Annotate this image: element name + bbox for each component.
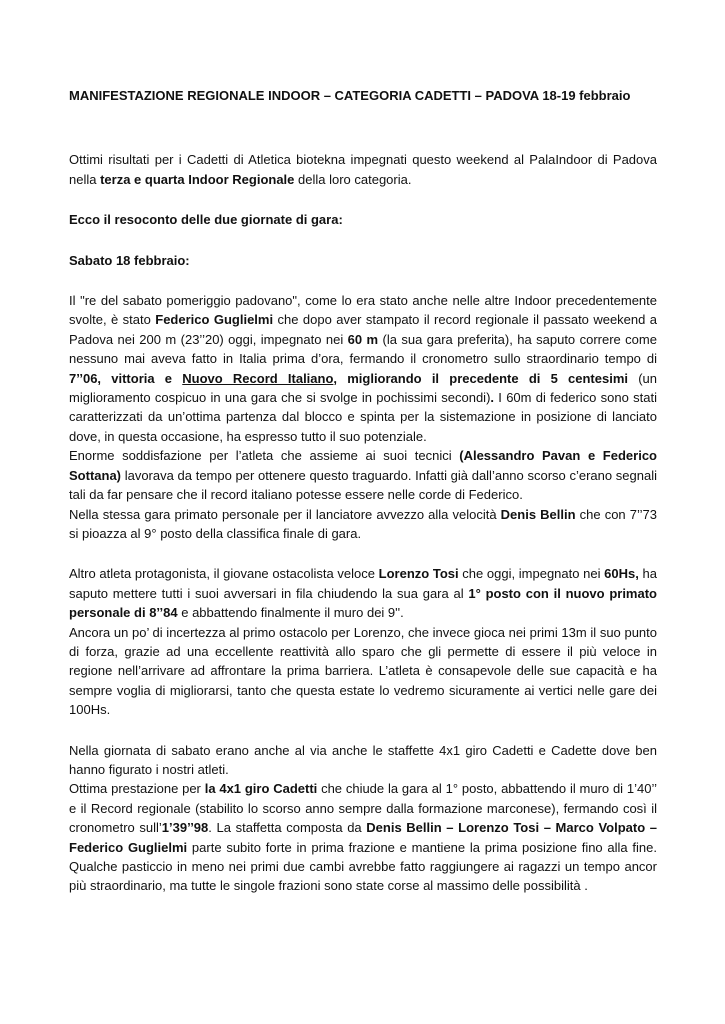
p4-text-3: ha saputo mettere tutti i suoi avversari in fila chiudendo la sua gara al	[69, 566, 657, 601]
p1-athlete-name: Federico Guglielmi	[155, 312, 274, 328]
p1-improvement: , migliorando il precedente di 5 centesimi	[333, 370, 628, 386]
p1-record: Nuovo Record Italiano	[182, 370, 334, 386]
intro-text: Ottimi risultati per i Cadetti di Atletica biotekna impegnati questo weekend al PalaIndoor di Padova nella	[69, 152, 657, 187]
p7-text-1: Ottima prestazione per	[69, 781, 205, 797]
day-heading-text: Sabato 18 febbraio:	[69, 252, 190, 268]
day-heading	[69, 251, 657, 270]
p4-text-4: e abbattendo finalmente il muro dei 9''.	[177, 605, 404, 621]
p1-text-3: (la sua gara preferita), ha saputo correre come nessuno mai aveva fatto in Italia prima d’ora, fermando il cronometro sullo straordinario tempo di	[69, 331, 657, 367]
document-title: MANIFESTAZIONE REGIONALE INDOOR – CATEGORIA CADETTI – PADOVA 18-19 febbraio	[69, 88, 631, 103]
paragraph-guglielmi	[69, 291, 657, 446]
paragraph-bellin	[69, 505, 657, 544]
p2-text-2: lavorava da tempo per ottenere questo traguardo. Infatti già dall’anno scorso c’erano segnali tali da far pensare che il record italiano potesse essere nelle corde di Federico.	[69, 467, 657, 503]
p7-team: Denis Bellin – Lorenzo Tosi – Marco Volpato – Federico Guglielmi	[69, 820, 657, 855]
p4-athlete-name: Lorenzo Tosi	[378, 566, 459, 582]
intro-bold: terza e quarta Indoor Regionale	[100, 171, 295, 187]
p4-text-2: che oggi, impegnato nei	[458, 566, 605, 582]
subheading-text: Ecco il resoconto delle due giornate di gara:	[69, 212, 343, 228]
p4-result: 1° posto con il nuovo primato personale di 8’’84	[69, 585, 657, 621]
p1-text-1: Il "re del sabato pomeriggio padovano", come lo era stato anche nelle altre Indoor precedentemente svolte, è stato	[69, 293, 657, 328]
paragraph-relay	[69, 779, 657, 895]
article-body	[69, 86, 657, 896]
subheading	[69, 210, 657, 229]
p4-event: 60Hs,	[604, 566, 639, 582]
p3-athlete-name: Denis Bellin	[500, 506, 576, 522]
p2-text-1: Enorme soddisfazione per l’atleta che assieme ai suoi tecnici	[69, 448, 460, 464]
paragraph-relays-intro: Nella giornata di sabato erano anche al via anche le staffette 4x1 giro Cadetti e Cadette dove ben hanno figurato i nostri atleti.	[69, 742, 657, 777]
p7-text-3: . La staffetta composta da	[208, 820, 367, 836]
p4-text-1: Altro atleta protagonista, il giovane ostacolista veloce	[69, 566, 379, 582]
paragraph-tosi-details: Ancora un po’ di incertezza al primo ostacolo per Lorenzo, che invece gioca nei primi 13m il suo punto di forza, grazie ad una eccellente reattività allo sparo che gli permette di essere il più veloce in regione nell’arrivare ad affrontare la prima barriera. L’atleta è consapevole delle sue capacità e ha sempre voglia di migliorarsi, tanto che questa estate lo vedremo sicuramente ai vertici nelle gare dei 100Hs.	[69, 624, 657, 718]
p1-text-5: I 60m di federico sono stati caratterizzati da un’ottima partenza dal blocco e spinta per la sistemazione in posizione di lanciato dove, in questa occasione, ha espresso tutto il suo potenziale.	[69, 390, 657, 444]
p1-event: 60 m	[347, 331, 379, 347]
p7-text-4: parte subito forte in prima frazione e mantiene la prima posizione fino alla fine. Qualche pasticcio in meno nei primi due cambi avrebbe fatto raggiungere ai ragazzi un tempo ancor più straordinario, ma tutte le singole frazioni sono state corse al massimo delle possibilità .	[69, 839, 657, 894]
intro-text-end: della loro categoria.	[294, 171, 412, 187]
intro-paragraph	[69, 150, 657, 189]
p1-text-4: (un miglioramento cospicuo in una gara che si svolge in pochissimi secondi)	[69, 370, 657, 406]
p2-coaches: (Alessandro Pavan e Federico Sottana)	[69, 448, 657, 483]
p3-text-2: che con 7’’73 si pioazza al 9° posto della classifica finale di gara.	[69, 506, 657, 541]
p3-text-1: Nella stessa gara primato personale per il lanciatore avvezzo alla velocità	[69, 506, 501, 522]
p7-time: 1’39’’98	[161, 820, 209, 836]
p7-text-2: che chiude la gara al 1° posto, abbattendo il muro di 1’40’’ e il Record regionale (stabilito lo scorso anno sempre dalla formazione marconese), fermando così il cronometro sull’	[69, 781, 657, 836]
p1-time: 7’’06, vittoria e	[69, 370, 183, 386]
p1-text-2: che dopo aver stampato il record regionale il passato weekend a Padova nei 200 m (23’’20) oggi, impegnato nei	[69, 312, 658, 347]
paragraph-tosi	[69, 564, 657, 622]
paragraph-coaches	[69, 446, 657, 504]
p7-relay-name: la 4x1 giro Cadetti	[204, 781, 318, 797]
p1-period: .	[490, 390, 495, 406]
